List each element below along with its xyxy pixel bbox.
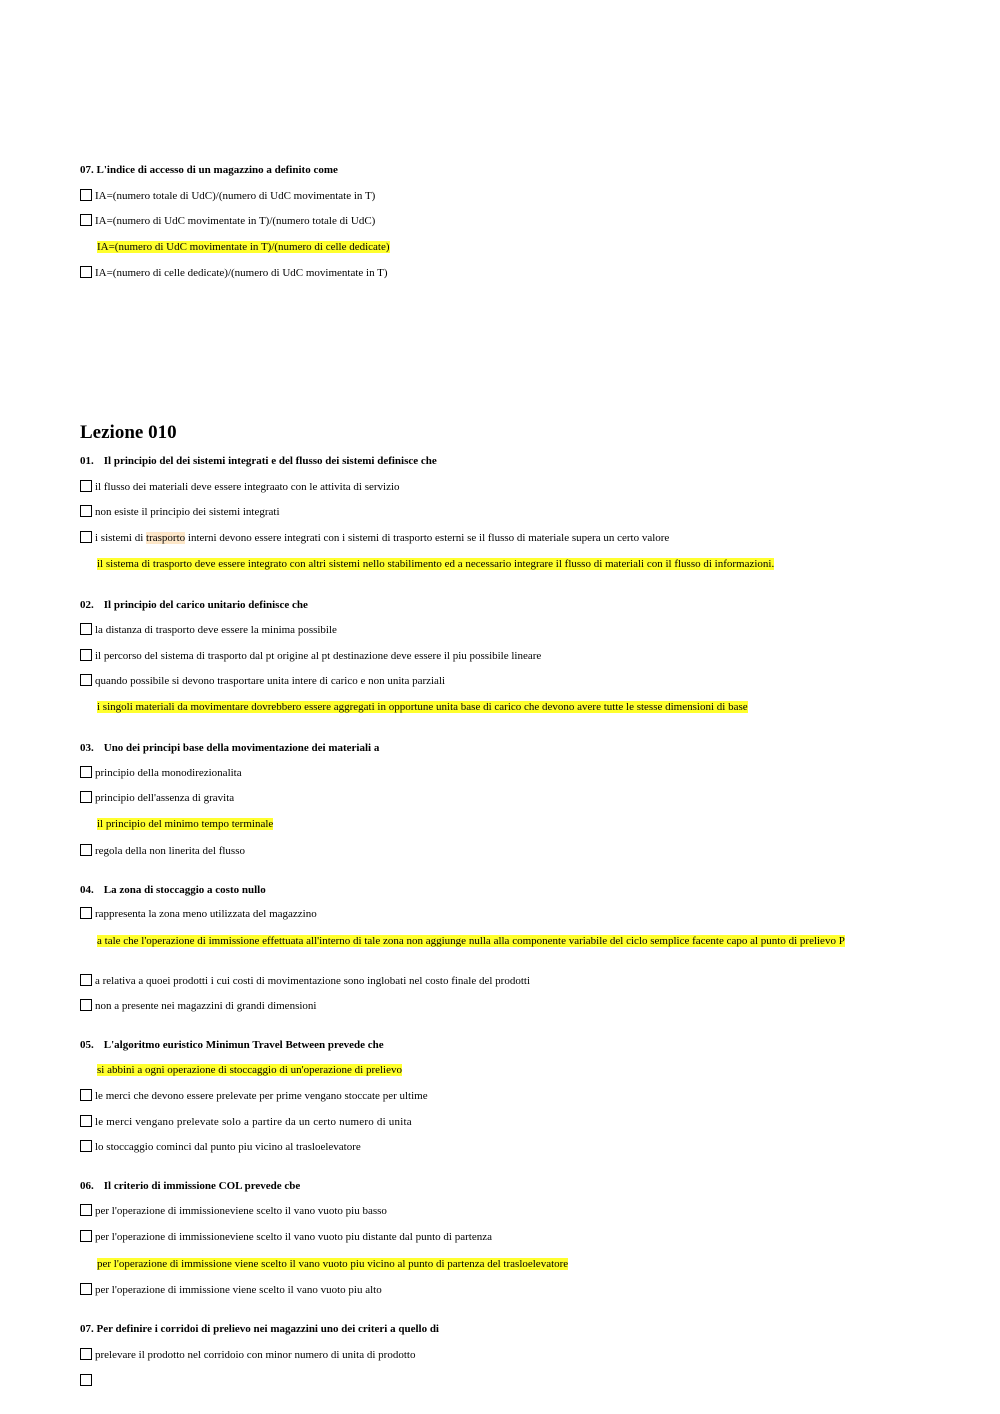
- checkbox-icon[interactable]: [80, 266, 92, 278]
- checkbox-icon[interactable]: [80, 623, 92, 635]
- answer-option[interactable]: prelevare il prodotto nel corridoio con minor numero di unita di prodotto: [80, 1348, 415, 1363]
- answer-option[interactable]: principio della monodirezionalita: [80, 766, 242, 781]
- answer-option[interactable]: [80, 1374, 95, 1389]
- checkbox-icon[interactable]: [80, 505, 92, 517]
- question-text: 01. Il principio del dei sistemi integrati e del flusso dei sistemi definisce che: [80, 455, 437, 467]
- checkbox-icon[interactable]: [80, 674, 92, 686]
- checkbox-icon[interactable]: [80, 974, 92, 986]
- checkbox-icon[interactable]: [80, 1140, 92, 1152]
- question-text: 02. Il principio del carico unitario definisce che: [80, 599, 308, 611]
- correct-answer: IA=(numero di UdC movimentate in T)/(numero di celle dedicate): [97, 241, 390, 253]
- correct-answer: il sistema di trasporto deve essere integrato con altri sistemi nello stabilimento ed a necessario integrare il flusso di materiali con il flusso di informazioni.: [97, 558, 775, 570]
- answer-option[interactable]: IA=(numero totale di UdC)/(numero di UdC movimentate in T): [80, 189, 375, 204]
- answer-option[interactable]: regola della non linerita del flusso: [80, 844, 245, 859]
- correct-answer: a tale che l'operazione di immissione effettuata all'interno di tale zona non aggiunge nulla alla componente variabile del ciclo semplice facente capo al punto di prelievo P: [97, 935, 845, 947]
- answer-option[interactable]: IA=(numero di celle dedicate)/(numero di UdC movimentate in T): [80, 266, 388, 281]
- checkbox-icon[interactable]: [80, 999, 92, 1011]
- checkbox-icon[interactable]: [80, 1374, 92, 1386]
- question-text: 05. L'algoritmo euristico Minimun Travel Between prevede che: [80, 1039, 384, 1051]
- answer-option[interactable]: non a presente nei magazzini di grandi dimensioni: [80, 999, 316, 1014]
- answer-option[interactable]: le merci vengano prelevate solo a partire da un certo numero di unita: [80, 1115, 412, 1130]
- lesson-title: Lezione 010: [80, 422, 177, 443]
- checkbox-icon[interactable]: [80, 1230, 92, 1242]
- checkbox-icon[interactable]: [80, 766, 92, 778]
- answer-option[interactable]: a relativa a quoei prodotti i cui costi di movimentazione sono inglobati nel costo finale del prodotti: [80, 974, 530, 989]
- answer-option[interactable]: principio dell'assenza di gravita: [80, 791, 234, 806]
- checkbox-icon[interactable]: [80, 1204, 92, 1216]
- checkbox-icon[interactable]: [80, 791, 92, 803]
- checkbox-icon[interactable]: [80, 189, 92, 201]
- answer-option[interactable]: per l'operazione di immissioneviene scelto il vano vuoto piu distante dal punto di partenza: [80, 1230, 492, 1245]
- checkbox-icon[interactable]: [80, 1283, 92, 1295]
- question-text: 06. Il criterio di immissione COL prevede cbe: [80, 1180, 301, 1192]
- correct-answer: per l'operazione di immissione viene scelto il vano vuoto piu vicino al punto di partenza del trasloelevatore: [97, 1258, 569, 1270]
- checkbox-icon[interactable]: [80, 907, 92, 919]
- checkbox-icon[interactable]: [80, 649, 92, 661]
- question-text: 04. La zona di stoccaggio a costo nullo: [80, 884, 266, 896]
- checkbox-icon[interactable]: [80, 844, 92, 856]
- question-text: 07. L'indice di accesso di un magazzino a definito come: [80, 164, 338, 176]
- question-text: 07. Per definire i corridoi di prelievo nei magazzini uno dei criteri a quello di: [80, 1323, 439, 1335]
- answer-option[interactable]: per l'operazione di immissione viene scelto il vano vuoto piu alto: [80, 1283, 382, 1298]
- question-text: 03. Uno dei principi base della movimentazione dei materiali a: [80, 742, 380, 754]
- answer-option[interactable]: non esiste il principio dei sistemi integrati: [80, 505, 280, 520]
- checkbox-icon[interactable]: [80, 214, 92, 226]
- correct-answer: il principio del minimo tempo terminale: [97, 818, 274, 830]
- checkbox-icon[interactable]: [80, 1089, 92, 1101]
- correct-answer: i singoli materiali da movimentare dovrebbero essere aggregati in opportune unita base di carico che devono avere tutte le stesse dimensioni di base: [97, 701, 748, 713]
- answer-option[interactable]: il percorso del sistema di trasporto dal pt origine al pt destinazione deve essere il piu possibile lineare: [80, 649, 541, 664]
- answer-option[interactable]: quando possibile si devono trasportare unita intere di carico e non unita parziali: [80, 674, 445, 689]
- checkbox-icon[interactable]: [80, 1348, 92, 1360]
- answer-option[interactable]: la distanza di trasporto deve essere la minima possibile: [80, 623, 337, 638]
- answer-option[interactable]: rappresenta la zona meno utilizzata del magazzino: [80, 907, 317, 922]
- answer-option[interactable]: il flusso dei materiali deve essere integraato con le attivita di servizio: [80, 480, 400, 495]
- checkbox-icon[interactable]: [80, 531, 92, 543]
- checkbox-icon[interactable]: [80, 480, 92, 492]
- answer-option[interactable]: le merci che devono essere prelevate per prime vengano stoccate per ultime: [80, 1089, 428, 1104]
- answer-option[interactable]: lo stoccaggio cominci dal punto piu vicino al trasloelevatore: [80, 1140, 361, 1155]
- answer-option[interactable]: i sistemi di trasporto interni devono essere integrati con i sistemi di trasporto esterni se il flusso di materiale supera un certo valore: [80, 531, 669, 546]
- checkbox-icon[interactable]: [80, 1115, 92, 1127]
- correct-answer: si abbini a ogni operazione di stoccaggio di un'operazione di prelievo: [97, 1064, 402, 1076]
- answer-option[interactable]: per l'operazione di immissioneviene scelto il vano vuoto piu basso: [80, 1204, 387, 1219]
- answer-option[interactable]: IA=(numero di UdC movimentate in T)/(numero totale di UdC): [80, 214, 375, 229]
